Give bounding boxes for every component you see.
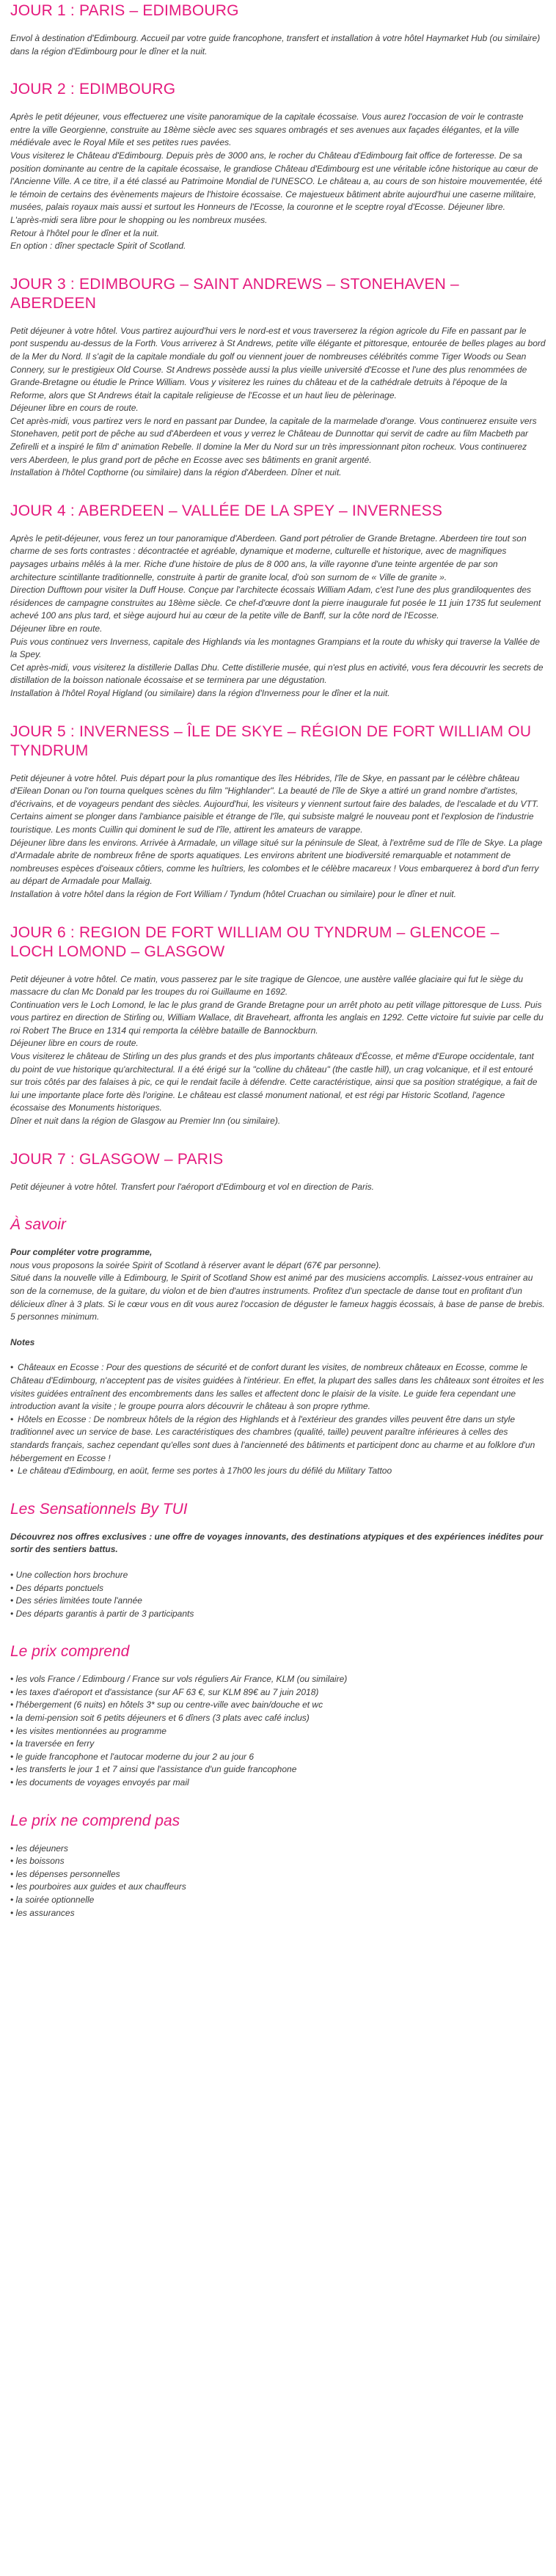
day-4-text-1: Après le petit-déjeuner, vous ferez un tour panoramique d'Aberdeen. Gand port pétrolier de Grande Bretagne. Aberdeen tire tout son charme de ses forts contrastes : décontractée et agréable, dynamique et moderne, culturelle et historique, avec de magnifiques paysages urbains mêlés à la mer. Riche d'une histoire de plus de 8 000 ans, la ville rayonne d'une teinte argentée de par son architecture scintillante traditionnelle, construite à partir de granite local, d'où son surnom de « Ville de granite ». bbox=[10, 533, 527, 582]
list-item bbox=[10, 1673, 546, 1686]
note-text: Hôtels en Ecosse : De nombreux hôtels de la région des Highlands et à l'extérieur des grandes villes peuvent être dans un style traditionnel avec un service de base. Les caractéristiques des chambres (qualité, taille) peuvent paraître inférieures à celles des standards français, sachez cependant qu'elles sont dues à l'ancienneté des bâtiments et participent donc au charme et au folklore d'un hébergement en Ecosse ! bbox=[10, 1413, 535, 1463]
day-5-title: JOUR 5 : INVERNESS – ÎLE DE SKYE – RÉGION DE FORT WILLIAM OU TYNDRUM bbox=[10, 722, 532, 759]
list-item-text: les dépenses personnelles bbox=[15, 1868, 120, 1879]
day-4-text-6: Installation à l'hôtel Royal Higland (ou similaire) dans la région d'Inverness pour le dîner et la nuit. bbox=[10, 687, 390, 698]
list-item-text: les déjeuners bbox=[15, 1843, 68, 1854]
day-6-text-1: Petit déjeuner à votre hôtel. Ce matin, vous passerez par le site tragique de Glencoe, une austère vallée glaciaire qui fut le siège du massacre du clan Mc Donald par les troupes du roi Guillaume en 1692. bbox=[10, 973, 524, 998]
bullet-icon: • bbox=[10, 1751, 16, 1762]
day-5-text-1: Petit déjeuner à votre hôtel. Puis départ pour la plus romantique des îles Hébrides, l'île de Skye, en passant par le célèbre château d'Eilean Donan ou l'on tourna quelques scènes du film "Highlander". La beauté de l'île de Skye a attiré un grand nombre d'artistes, d'écrivains, et de voyageurs pendant des siècles. Aujourd'hui, les visiteurs y viennent surtout faire des balades, de l'escalade et du VTT. Certains aiment se plonger dans l'ambiance paisible et étrange de l'île, qui subsiste malgré le nouveau pont et l'explosion de l'industrie touristique. Les monts Cuillin qui dominent le sud de l'île, attirent les amateurs de varappe. bbox=[10, 772, 539, 835]
list-item-text: les transferts le jour 1 et 7 ainsi que l'assistance d'un guide francophone bbox=[15, 1764, 297, 1775]
a-savoir-text-3: 5 personnes minimum. bbox=[10, 1311, 100, 1322]
day-4 bbox=[10, 502, 546, 700]
day-6-text-5: Dîner et nuit dans la région de Glasgow au Premier Inn (ou similaire). bbox=[10, 1116, 281, 1127]
day-5-text-3: Installation à votre hôtel dans la région de Fort William / Tyndum (hôtel Cruachan ou similaire) pour le dîner et nuit. bbox=[10, 888, 456, 899]
day-3-title: JOUR 3 : EDIMBOURG – SAINT ANDREWS – STONEHAVEN – ABERDEEN bbox=[10, 275, 459, 312]
bullet-icon: • bbox=[10, 1362, 14, 1373]
day-2-text-1: Après le petit déjeuner, vous effectuerez une visite panoramique de la capitale écossaise. Vous aurez l'occasion de voir le contraste entre la ville Georgienne, construite au 18ème siècle avec ses squares ombragés et ses avenues aux façades élégantes, et la ville médiévale avec le Royal Mile et ses petites rues pavées. bbox=[10, 111, 524, 148]
bullet-icon: • bbox=[10, 1674, 16, 1685]
a-savoir-lead: Pour compléter votre programme, bbox=[10, 1247, 153, 1258]
a-savoir-text-1: nous vous proposons la soirée Spirit of Scotland à réserver avant le départ (67€ par personne). bbox=[10, 1259, 381, 1270]
prix-comprend-title: Le prix comprend bbox=[10, 1643, 130, 1661]
day-4-text-3: Déjeuner libre en route. bbox=[10, 623, 103, 634]
day-1 bbox=[10, 0, 546, 58]
day-6-text-2: Continuation vers le Loch Lomond, le lac le plus grand de Grande Bretagne pour un arrêt photo au petit village pittoresque de Luss. Puis vous partirez en direction de Stirling ou, William Wallace, dit Braveheart, affronta les anglais en 1292. Cette victoire fut suivie par celle du roi Robert The Bruce en 1314 qui remporta la célèbre bataille de Bannockburn. bbox=[10, 999, 544, 1036]
bullet-icon: • bbox=[10, 1686, 16, 1697]
note-item bbox=[10, 1465, 546, 1478]
list-item-text: la demi-pension soit 6 petits déjeuners et 6 dîners (3 plats avec café inclus) bbox=[15, 1713, 310, 1724]
list-item-text: les assurances bbox=[15, 1907, 75, 1918]
list-item-text: l'hébergement (6 nuits) en hôtels 3* sup ou centre-ville avec bain/douche et wc bbox=[15, 1699, 323, 1710]
list-item-text: les vols France / Edimbourg / France sur vols réguliers Air France, KLM (ou similaire) bbox=[15, 1674, 348, 1685]
list-item-text: Des départs garantis à partir de 3 participants bbox=[15, 1608, 194, 1619]
bullet-icon: • bbox=[10, 1699, 16, 1710]
day-4-title: JOUR 4 : ABERDEEN – VALLÉE DE LA SPEY – INVERNESS bbox=[10, 502, 443, 519]
list-item bbox=[10, 1582, 546, 1595]
a-savoir-section bbox=[10, 1215, 546, 1478]
day-3-text-2: Déjeuner libre en cours de route. bbox=[10, 403, 139, 414]
note-text: Châteaux en Ecosse : Pour des questions de sécurité et de confort durant les visites, de nombreux châteaux en Ecosse, comme le Château d'Edimbourg, n'acceptent pas de visites guidées à l'intérieur. En effet, la plupart des salles dans les châteaux sont étroites et les visites guidées entraînent des encombrements dans les salles et affectent donc le plaisir de la visite. Le guide fera cependant une introduction avant la visite ; le groupe pourra alors découvrir le château à son propre rythme. bbox=[10, 1362, 544, 1412]
day-2-text-5: En option : dîner spectacle Spirit of Scotland. bbox=[10, 241, 186, 252]
day-2-title: JOUR 2 : EDIMBOURG bbox=[10, 81, 176, 98]
bullet-icon: • bbox=[10, 1582, 16, 1593]
list-item-text: la soirée optionnelle bbox=[15, 1895, 95, 1905]
a-savoir-text-2: Situé dans la nouvelle ville à Edimbourg, le Spirit of Scotland Show est animé par des musiciens accomplis. Laissez-vous entrainer au son de la cornemuse, de la guitare, du violon et de bien d'autres instruments. Profitez d'un spectacle de danse tout en profitant d'un délicieux dîner à 3 plats. Si le cœur vous en dit vous aurez l'occasion de déguster le fameux haggis écossais, à base de panse de brebis. bbox=[10, 1273, 545, 1309]
prix-comprend-section bbox=[10, 1642, 546, 1789]
day-3-text-1: Petit déjeuner à votre hôtel. Vous partirez aujourd'hui vers le nord-est et vous traverserez la région agricole du Fife en passant par le pont suspendu au-dessus de la Forth. Vous arriverez à St Andrews, petite ville élégante et pittoresque, entourée de belles plages au bord de la Mer du Nord. Il s'agit de la capitale mondiale du golf ou viennent jouer de nombreuses célébrités comme Tiger Woods ou Sean Connery, sur le prestigieux Old Course. St Andrews possède aussi la plus vieille université d'Ecosse et l'une des plus renommées de Grande-Bretagne ou étudie le Prince William. Vous y visiterez les ruines du château et de la cathédrale detruits à l'époque de la Reforme, alors que St Andrews était la capitale religieuse de l'Ecosse et un haut lieu de pèlerinage. bbox=[10, 325, 546, 400]
bullet-icon: • bbox=[10, 1764, 16, 1775]
bullet-icon: • bbox=[10, 1895, 16, 1905]
list-item-text: Une collection hors brochure bbox=[15, 1569, 128, 1580]
list-item bbox=[10, 1751, 546, 1764]
day-2 bbox=[10, 80, 546, 253]
day-4-text-2: Direction Dufftown pour visiter la Duff House. Conçue par l'architecte écossais William Adam, c'est l'une des plus grandiloquentes des résidences de campagne construites au 18ème siècle. Ce chef-d'œuvre dont la pierre inaugurale fut posée le 11 juin 1735 fut seulement achevé 100 ans plus tard, et siège aujourd hui au cœur de la petite ville de Banff, sur la côte nord de l'Ecosse. bbox=[10, 585, 541, 621]
list-item bbox=[10, 1569, 546, 1582]
bullet-icon: • bbox=[10, 1725, 16, 1736]
list-item bbox=[10, 1608, 546, 1621]
day-7-text: Petit déjeuner à votre hôtel. Transfert pour l'aéroport d'Edimbourg et vol en direction de Paris. bbox=[10, 1181, 374, 1192]
note-item bbox=[10, 1413, 546, 1465]
day-3-text-4: Installation à l'hôtel Copthorne (ou similaire) dans la région d'Aberdeen. Dîner et nuit. bbox=[10, 467, 342, 478]
bullet-icon: • bbox=[10, 1413, 14, 1424]
day-4-text-5: Cet après-midi, vous visiterez la distillerie Dallas Dhu. Cette distillerie musée, qui n'est plus en activité, vous fera découvrir les secrets de distillation de la boisson nationale écossaise et se terminera par une dégustation. bbox=[10, 662, 544, 686]
list-item bbox=[10, 1738, 546, 1751]
bullet-icon: • bbox=[10, 1907, 16, 1918]
list-item bbox=[10, 1855, 546, 1868]
day-5 bbox=[10, 722, 546, 901]
day-6-text-3: Déjeuner libre en cours de route. bbox=[10, 1038, 139, 1049]
prix-ne-comprend-title: Le prix ne comprend pas bbox=[10, 1812, 180, 1829]
prix-ne-comprend-section bbox=[10, 1812, 546, 1920]
list-item bbox=[10, 1868, 546, 1881]
notes-title: Notes bbox=[10, 1336, 35, 1347]
note-item bbox=[10, 1361, 546, 1413]
day-6-title: JOUR 6 : REGION DE FORT WILLIAM OU TYNDRUM – GLENCOE – LOCH LOMOND – GLASGOW bbox=[10, 923, 500, 960]
list-item bbox=[10, 1686, 546, 1699]
bullet-icon: • bbox=[10, 1466, 14, 1477]
bullet-icon: • bbox=[10, 1843, 16, 1854]
a-savoir-title: À savoir bbox=[10, 1216, 66, 1234]
sensationnels-intro: Découvrez nos offres exclusives : une offre de voyages innovants, des destinations atypiques et des expériences inédites pour sortir des sentiers battus. bbox=[10, 1531, 544, 1555]
day-1-text: Envol à destination d'Edimbourg. Accueil par votre guide francophone, transfert et installation à votre hôtel Haymarket Hub (ou similaire) dans la région d'Edimbourg pour le dîner et la nuit. bbox=[10, 33, 541, 56]
bullet-icon: • bbox=[10, 1569, 16, 1580]
sensationnels-title: Les Sensationnels By TUI bbox=[10, 1500, 188, 1518]
list-item bbox=[10, 1699, 546, 1712]
sensationnels-section bbox=[10, 1500, 546, 1621]
note-text: Le château d'Edimbourg, en aoüt, ferme ses portes à 17h00 les jours du défilé du Military Tattoo bbox=[18, 1466, 392, 1477]
list-item bbox=[10, 1595, 546, 1608]
list-item-text: les documents de voyages envoyés par mail bbox=[15, 1777, 189, 1788]
list-item bbox=[10, 1881, 546, 1894]
list-item bbox=[10, 1712, 546, 1725]
bullet-icon: • bbox=[10, 1777, 16, 1788]
day-3-text-3: Cet après-midi, vous partirez vers le nord en passant par Dundee, la capitale de la marmelade d'orange. Vous continuerez ensuite vers Stonehaven, petit port de pêche au sud d'Aberdeen et vous y verrez le Château de Dunnottar qui servit de cadre au film Macbeth par Zefirelli et a inspiré le film d' animation Rebelle. Il domine la Mer du Nord sur un très impressionnant piton rocheux. Vous continuerez vers Aberdeen, le plus grand port de pêche en Ecosse avec ses bâtiments en granit argenté. bbox=[10, 415, 537, 465]
day-7-title: JOUR 7 : GLASGOW – PARIS bbox=[10, 1150, 224, 1168]
bullet-icon: • bbox=[10, 1595, 16, 1606]
day-3 bbox=[10, 275, 546, 480]
list-item-text: les pourboires aux guides et aux chauffeurs bbox=[15, 1881, 186, 1892]
list-item bbox=[10, 1725, 546, 1738]
day-6 bbox=[10, 923, 546, 1128]
list-item-text: le guide francophone et l'autocar moderne du jour 2 au jour 6 bbox=[15, 1751, 255, 1762]
list-item bbox=[10, 1894, 546, 1907]
list-item bbox=[10, 1777, 546, 1790]
day-2-text-3: L'après-midi sera libre pour le shopping ou les nombreux musées. bbox=[10, 214, 268, 225]
day-6-text-4: Vous visiterez le château de Stirling un des plus grands et des plus importants châteaux d'Écosse, et même d'Europe occidentale, tant du point de vue historique qu'architectural. Il a été érigé sur la "colline du château" (the castle hill), un crag volcanique, et il est entouré sur trois côtés par des falaises à pic, ce qui le rendait facile à défendre. Cette caractéristique, ainsi que sa position stratégique, a fait de lui une importante place forte dès l'origine. Le château est classé monument national, et est régi par Historic Scotland, l'agence écossaise des Monuments historiques. bbox=[10, 1051, 538, 1113]
list-item-text: les visites mentionnées au programme bbox=[15, 1725, 167, 1736]
list-item-text: la traversée en ferry bbox=[15, 1738, 95, 1749]
day-2-text-4: Retour à l'hôtel pour le dîner et la nuit. bbox=[10, 227, 160, 238]
list-item-text: les boissons bbox=[15, 1856, 65, 1867]
bullet-icon: • bbox=[10, 1608, 16, 1619]
bullet-icon: • bbox=[10, 1856, 16, 1867]
bullet-icon: • bbox=[10, 1713, 16, 1724]
day-7 bbox=[10, 1150, 546, 1194]
day-4-text-4: Puis vous continuez vers Inverness, capitale des Highlands via les montagnes Grampians et la route du whisky qui traverse la Vallée de la Spey. bbox=[10, 636, 540, 660]
list-item-text: Des séries limitées toute l'année bbox=[15, 1595, 142, 1606]
list-item bbox=[10, 1843, 546, 1856]
list-item bbox=[10, 1763, 546, 1777]
bullet-icon: • bbox=[10, 1738, 16, 1749]
day-2-text-2: Vous visiterez le Château d'Edimbourg. Depuis près de 3000 ans, le rocher du Château d'Edimbourg fait office de forteresse. De sa position dominante au centre de la capitale écossaise, le grandiose Château d'Edimbourg est une véritable icône historique au cœur de l'Ancienne Ville. A ce titre, il a été classé au Patrimoine Mondial de l'UNESCO. Le château a, au cours de son histoire mouvementée, été le témoin de certains des évènements majeurs de l'histoire écossaise. Ce majestueux bâtiment abrite aujourd'hui une caserne militaire, musées, palais royaux mais aussi et surtout les Honneurs de l'Ecosse, la couronne et le sceptre royal d'Ecosse. Déjeuner libre. bbox=[10, 150, 543, 213]
list-item bbox=[10, 1907, 546, 1920]
list-item-text: Des départs ponctuels bbox=[15, 1582, 103, 1593]
day-5-text-2: Déjeuner libre dans les environs. Arrivée à Armadale, un village situé sur la péninsule de Sleat, à l'extrême sud de l'île de Skye. La plage d'Armadale abrite de nombreux frêne de sports aquatiques. Les environs abritent une biodiversité remarquable et notamment de nombreuses espèces d'oiseaux côtiers, comme les huîtriers, les colombes et le célèbre macareux ! Vous embarquerez à bord d'un ferry au départ de Armadale pour Mallaig. bbox=[10, 837, 543, 887]
list-item-text: les taxes d'aéroport et d'assistance (sur AF 63 €, sur KLM 89€ au 7 juin 2018) bbox=[15, 1686, 319, 1697]
day-1-title: JOUR 1 : PARIS – EDIMBOURG bbox=[10, 2, 239, 19]
bullet-icon: • bbox=[10, 1868, 16, 1879]
bullet-icon: • bbox=[10, 1881, 16, 1892]
